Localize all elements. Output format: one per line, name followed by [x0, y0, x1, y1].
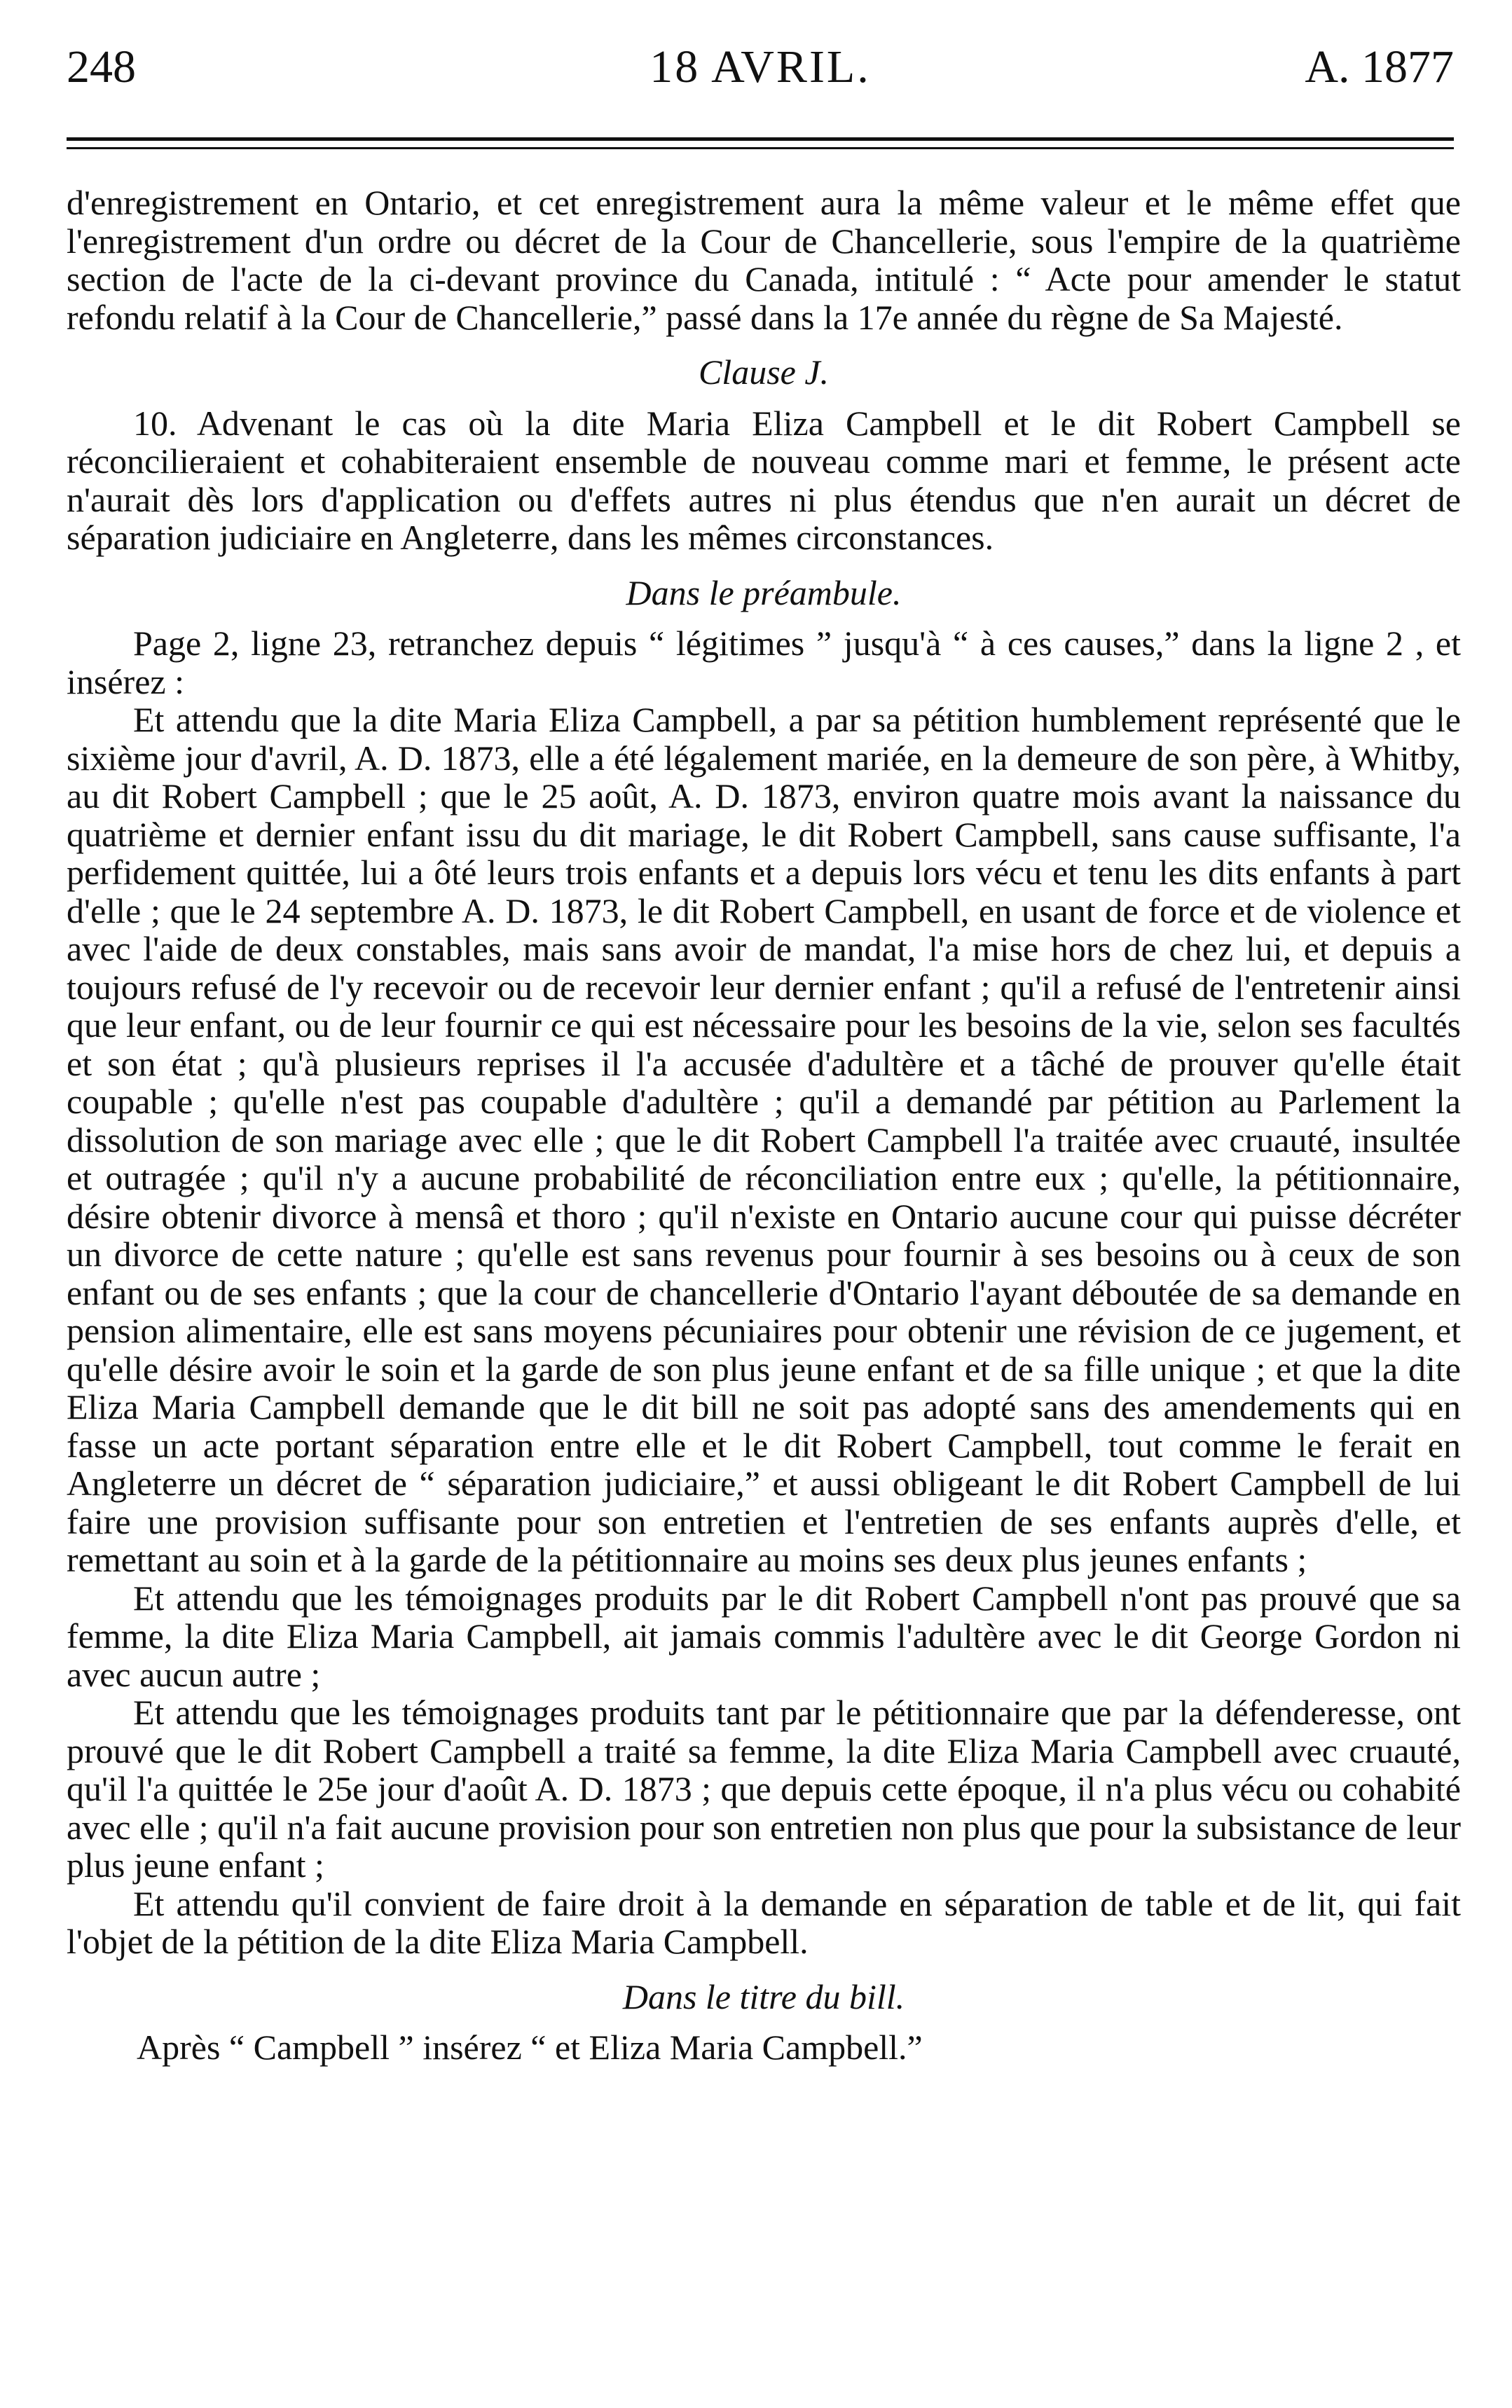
body-text — [67, 184, 1461, 2067]
paragraph-whereas-separation: Et attendu qu'il convient de faire droit à la demande en séparation de table et de lit, qui fait l'objet de la pétition de la dite Eliza Maria Campbell. — [67, 1883, 1461, 1961]
header-rule-thin — [67, 147, 1454, 149]
paragraph-whereas-evidence-robert: Et attendu que les témoignages produits par le dit Robert Campbell n'ont pas prouvé que sa femme, la dite Eliza Maria Campbell, ait jamais commis l'adultère avec le dit George Gordon ni avec aucun autre ; — [67, 1578, 1461, 1694]
running-header — [67, 41, 1454, 118]
heading-preamble: Dans le préambule. — [626, 572, 902, 612]
heading-clause-j: Clause J. — [698, 352, 830, 392]
paragraph-clause-10: 10. Advenant le cas où la dite Maria Eliza Campbell et le dit Robert Campbell se réconcilieraient et cohabiteraient ensemble de nouveau comme mari et femme, le présent acte n'aurait dès lors d'application ou d'effets autres ni plus étendus que n'en aurait un décret de séparation judiciaire en Angleterre, dans les mêmes circonstances. — [67, 403, 1461, 557]
paragraph-whereas-evidence-cruelty: Et attendu que les témoignages produits tant par le pétitionnaire que par la défenderesse, ont prouvé que le dit Robert Campbell a traité sa femme, la dite Eliza Maria Campbell avec cruauté, qu'il l'a quittée le 25e jour d'août A. D. 1873 ; que depuis cette époque, il n'a plus vécu ou cohabité avec elle ; qu'il n'a fait aucune provision pour son entretien non plus que pour la subsistance de leur plus jeune enfant ; — [67, 1693, 1461, 1885]
paragraph-title-amendment: Après “ Campbell ” insérez “ et Eliza Maria Campbell.” — [137, 2028, 923, 2067]
header-year: A. 1877 — [1305, 41, 1454, 92]
header-date: 18 AVRIL. — [650, 41, 871, 92]
paragraph-registration: d'enregistrement en Ontario, et cet enregistrement aura la même valeur et le même effet que l'enregistrement d'un ordre ou décret de la Cour de Chancellerie, sous l'empire de la quatrième section de l'acte de la ci-devant province du Canada, intitulé : “ Acte pour amender le statut refondu relatif à la Cour de Chancellerie,” passé dans la 17e année du règne de Sa Majesté. — [67, 183, 1461, 337]
page-number: 248 — [67, 41, 136, 92]
paragraph-whereas-petition: Et attendu que la dite Maria Eliza Campbell, a par sa pétition humblement représenté que le sixième jour d'avril, A. D. 1873, elle a été légalement mariée, en la demeure de son père, à Whitby, au dit Robert Campbell ; que le 25 août, A. D. 1873, environ quatre mois avant la naissance du quatrième et dernier enfant issu du dit mariage, le dit Robert Campbell, sans cause suffisante, l'a perfidement quittée, lui a ôté leurs trois enfants et a depuis lors vécu et tenu les dits enfants à part d'elle ; que le 24 septembre A. D. 1873, le dit Robert Campbell, en usant de force et de violence et avec l'aide de deux constables, mais sans avoir de mandat, l'a mise hors de chez lui, et depuis a toujours refusé de l'y recevoir ou de recevoir leur dernier enfant ; qu'il a refusé de l'entretenir ainsi que leur enfant, ou de leur fournir ce qui est nécessaire pour les besoins de la vie, selon ses facultés et son état ; qu'à plusieurs reprises il l'a accusée d'adultère et a tâché de prouver qu'elle était coupable ; qu'elle n'est pas coupable d'adultère ; qu'il a demandé par pétition au Parlement la dissolution de son mariage avec elle ; que le dit Robert Campbell l'a traitée avec cruauté, insultée et outragée ; qu'il n'y a aucune probabilité de réconciliation entre eux ; qu'elle, la pétitionnaire, désire obtenir divorce à mensâ et thoro ; qu'il n'existe en Ontario aucune cour qui puisse décréter un divorce de cette nature ; qu'elle est sans revenus pour fournir à ses besoins ou à ceux de son enfant ou de ses enfants ; que la cour de chancellerie d'Ontario l'ayant déboutée de sa demande en pension alimentaire, elle est sans moyens pécuniaires pour obtenir une révision de ce jugement, et qu'elle désire avoir le soin et la garde de son plus jeune enfant et de sa fille unique ; et que la dite Eliza Maria Campbell demande que le dit bill ne soit pas adopté sans des amendements qui en fasse un acte portant séparation entre elle et le dit Robert Campbell, tout comme le ferait en Angleterre un décret de “ séparation judiciaire,” et aussi obligeant le dit Robert Campbell de lui faire une provision suffisante pour son entretien et l'entretien de ses enfants auprès d'elle, et remettant au soin et à la garde de la pétitionnaire au moins ses deux plus jeunes enfants ; — [67, 700, 1461, 1579]
heading-bill-title: Dans le titre du bill. — [622, 1976, 905, 2016]
paragraph-page-2-amendment: Page 2, ligne 23, retranchez depuis “ légitimes ” jusqu'à “ à ces causes,” dans la ligne 2 , et insérez : — [67, 624, 1461, 701]
header-rule-thick — [67, 137, 1454, 141]
